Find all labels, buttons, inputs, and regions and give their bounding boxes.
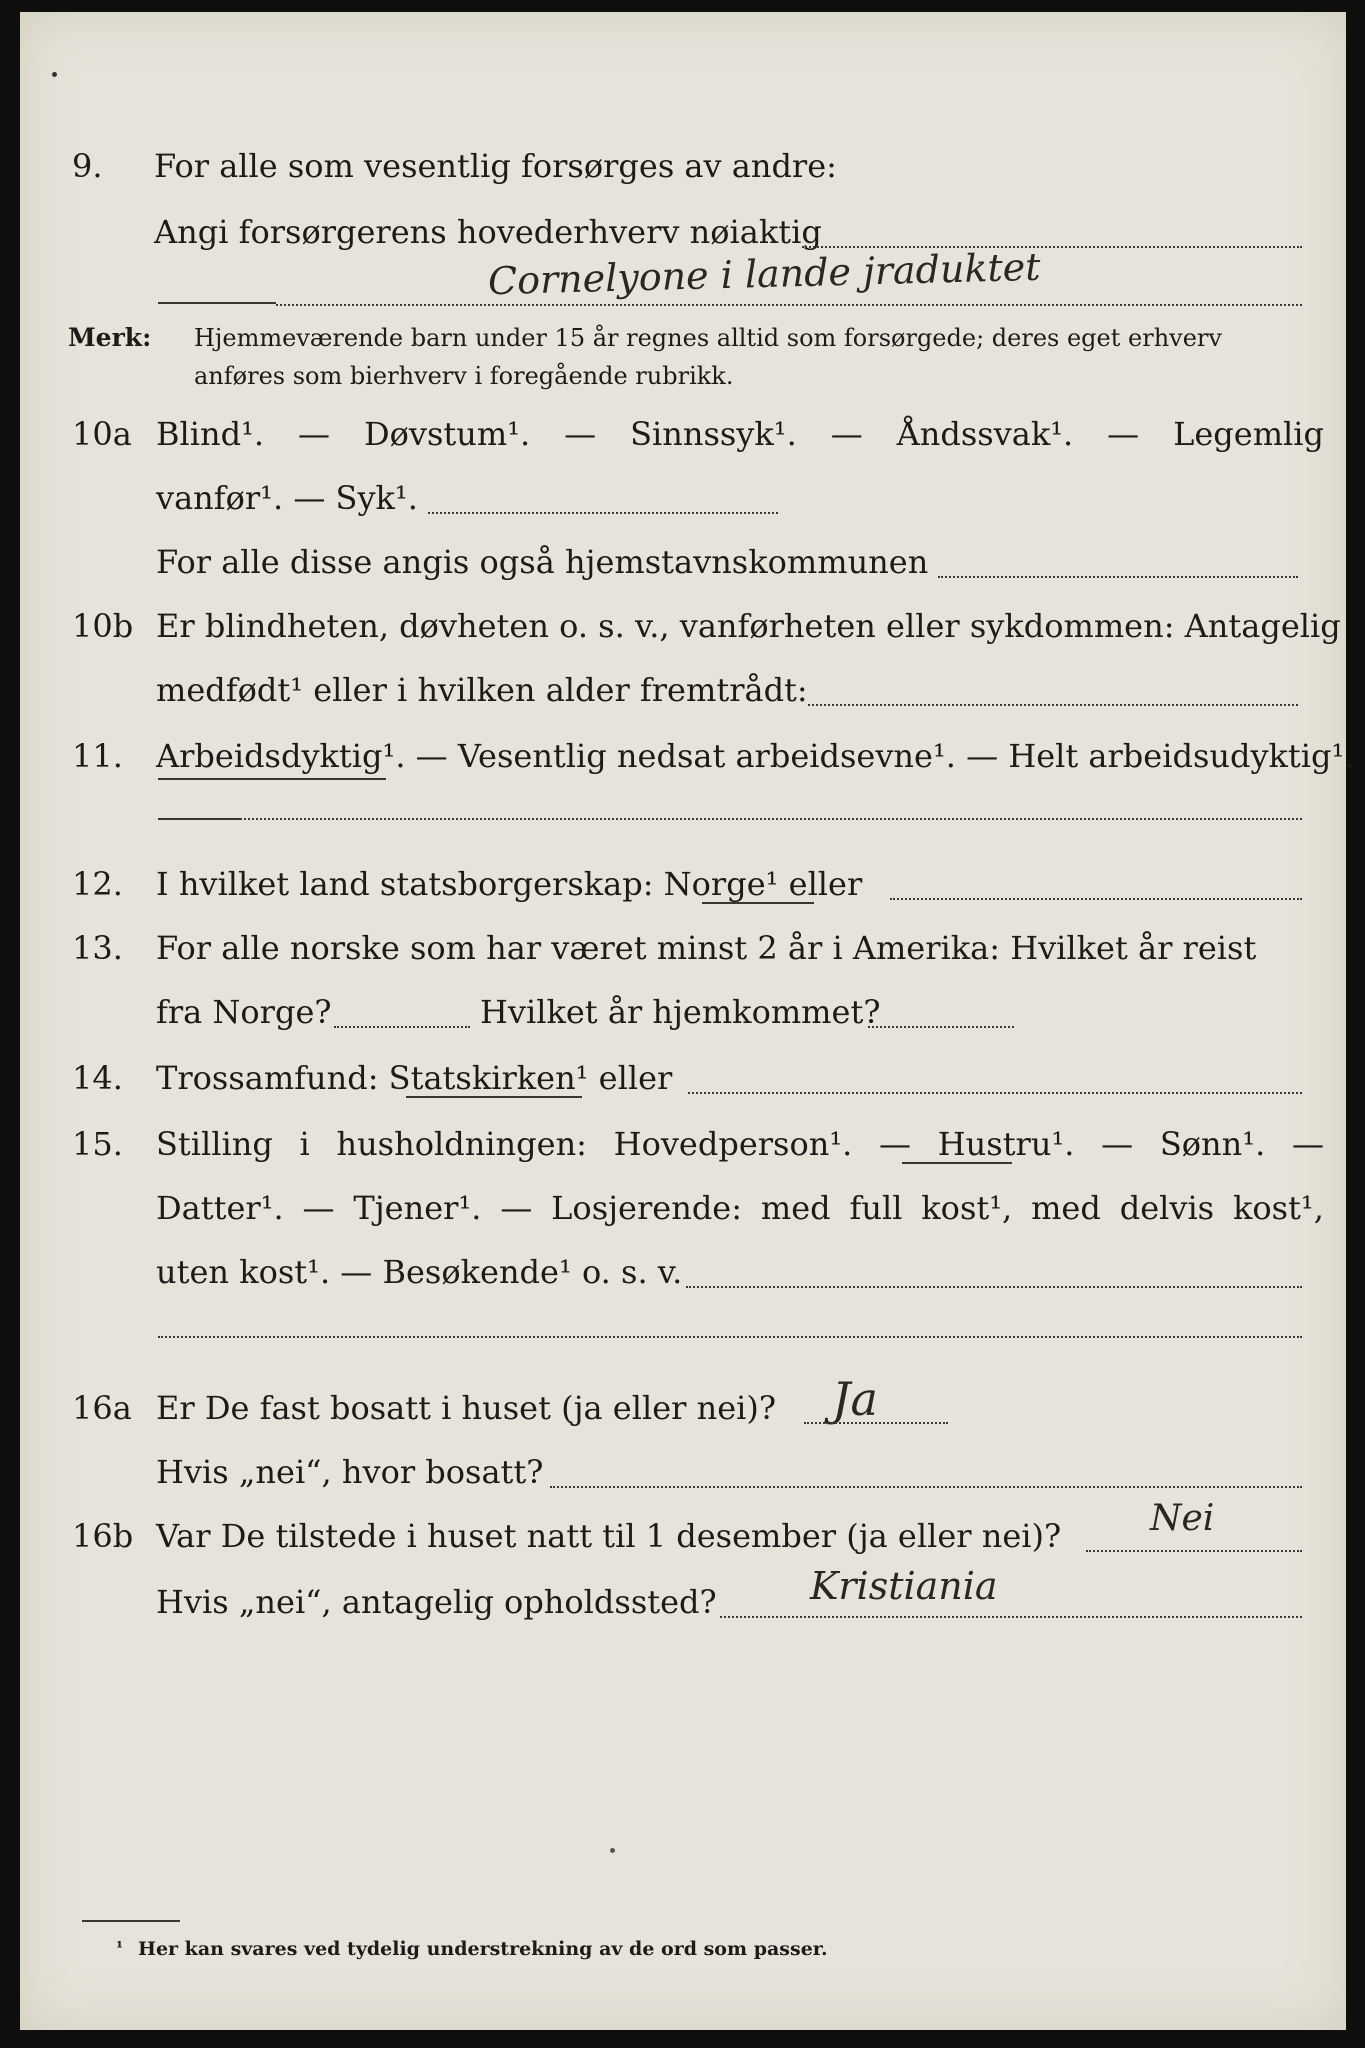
answer-line: [804, 1422, 948, 1424]
answer-line: [802, 246, 1302, 248]
separator: —: [1291, 1125, 1324, 1163]
answer-line: [158, 818, 240, 820]
word: husholdningen:: [336, 1125, 587, 1163]
option-dovstum: Døvstum¹.: [363, 415, 531, 453]
footnote-rule: [82, 1920, 180, 1922]
question-15-line2: [20, 1182, 1346, 1234]
question-text: Angi forsørgerens hovederhverv nøiaktig: [154, 213, 822, 251]
question-number: 11.: [72, 737, 123, 775]
question-text: For alle disse angis også hjemstavnskommunen: [156, 543, 929, 581]
word: med: [760, 1189, 831, 1227]
question-number: 12.: [72, 865, 123, 903]
question-15-line3: [20, 1246, 1346, 1298]
question-text: Hvis „nei“, antagelig opholdssted?: [156, 1583, 717, 1621]
answer-line: [890, 898, 1302, 900]
option-sonn: Sønn¹.: [1159, 1125, 1266, 1163]
option-datter: Datter¹.: [156, 1189, 284, 1227]
question-number: 14.: [72, 1059, 123, 1097]
question-text: medfødt¹ eller i hvilken alder fremtrådt:: [156, 671, 808, 709]
question-text-from: fra Norge?: [156, 993, 332, 1031]
question-9-row: [20, 140, 1346, 192]
question-16b-row: [20, 1498, 1346, 1562]
answer-line: [720, 1616, 1302, 1618]
question-14-row: [20, 1052, 1346, 1104]
option-hovedperson: Hovedperson¹.: [613, 1125, 853, 1163]
question-text: [156, 408, 1324, 460]
question-10a-line3: [20, 536, 1346, 588]
census-form-page: [20, 12, 1355, 2030]
separator: —: [500, 1189, 533, 1227]
word: med: [1031, 1189, 1101, 1227]
question-text: Var De tilstede i huset natt til 1 desember (ja eller nei)?: [156, 1517, 1062, 1555]
question-text: [156, 1182, 1324, 1234]
option-legemlig: Legemlig: [1173, 415, 1324, 453]
question-13-row: [20, 922, 1346, 974]
handwritten-underline: [902, 1162, 1012, 1164]
question-text: uten kost¹. — Besøkende¹ o. s. v.: [156, 1253, 683, 1291]
word: kost¹,: [921, 1189, 1013, 1227]
question-text: vanfør¹. — Syk¹.: [156, 479, 418, 517]
question-text: I hvilket land statsborgerskap: Norge¹ eller: [156, 865, 863, 903]
question-15-answer-row: [20, 1310, 1346, 1362]
answer-line: [240, 818, 1302, 820]
question-text: Trossamfund: Statskirken¹ eller: [156, 1059, 673, 1097]
answer-line: [428, 512, 778, 514]
word: i: [299, 1125, 310, 1163]
word: Losjerende:: [551, 1189, 743, 1227]
word: kost¹,: [1232, 1189, 1324, 1227]
question-10b-row: [20, 600, 1346, 652]
separator: —: [564, 415, 597, 453]
note-label: Merk:: [68, 323, 152, 352]
option-blind: Blind¹.: [156, 415, 265, 453]
answer-line: [158, 1336, 1302, 1338]
option-hustru: Hustru¹.: [937, 1125, 1075, 1163]
handwritten-answer: Kristiania: [810, 1564, 998, 1608]
answer-line: [276, 304, 1302, 306]
question-number: 13.: [72, 929, 123, 967]
question-number: 10a: [72, 415, 132, 453]
note-block: [20, 318, 1346, 398]
question-number: 9.: [72, 147, 103, 185]
paper-speck: [610, 1848, 615, 1853]
answer-line: [334, 1026, 470, 1028]
question-number: 15.: [72, 1125, 123, 1163]
answer-line: [686, 1286, 1302, 1288]
option-sinnssyk: Sinnssyk¹.: [630, 415, 797, 453]
answer-line: [868, 1026, 1014, 1028]
paper-speck: [52, 72, 57, 77]
separator: —: [298, 415, 331, 453]
separator: —: [1107, 415, 1140, 453]
question-number: 16a: [72, 1389, 132, 1427]
option-andssvak: Åndssvak¹.: [896, 415, 1074, 453]
question-10a-row: [20, 408, 1346, 460]
handwritten-underline: [158, 778, 386, 780]
handwritten-answer: Nei: [1150, 1498, 1215, 1539]
question-text: Er De fast bosatt i huset (ja eller nei)?: [156, 1389, 777, 1427]
question-12-row: [20, 858, 1346, 910]
answer-line: [938, 576, 1298, 578]
answer-line: [688, 1092, 1302, 1094]
handwritten-answer: Cornelyone i lande jraduktet: [487, 244, 1041, 304]
word: full: [849, 1189, 903, 1227]
question-15-row: [20, 1118, 1346, 1170]
question-text: For alle som vesentlig forsørges av andre:: [154, 147, 837, 185]
question-text: Er blindheten, døvheten o. s. v., vanførheten eller sykdommen: Antagelig: [156, 607, 1341, 645]
question-text-return: Hvilket år hjemkommet?: [480, 993, 881, 1031]
answer-line: [158, 302, 276, 304]
question-16a-row: [20, 1372, 1346, 1434]
answer-line: [808, 704, 1298, 706]
footnote-mark: ¹: [116, 1938, 124, 1957]
separator: —: [302, 1189, 335, 1227]
option-tjener: Tjener¹.: [353, 1189, 482, 1227]
question-text: Arbeidsdyktig¹. — Vesentlig nedsat arbeidsevne¹. — Helt arbeidsudyktig¹.: [156, 737, 1355, 775]
question-number: 10b: [72, 607, 134, 645]
question-13-line2: [20, 986, 1346, 1038]
question-number: 16b: [72, 1517, 134, 1555]
question-text: Hvis „nei“, hvor bosatt?: [156, 1453, 544, 1491]
footnote-text: Her kan svares ved tydelig understrekning av de ord som passer.: [138, 1938, 828, 1960]
question-16b-line2: [20, 1564, 1346, 1628]
answer-line: [1086, 1550, 1302, 1552]
question-10b-line2: [20, 664, 1346, 716]
question-text: For alle norske som har været minst 2 år i Amerika: Hvilket år reist: [156, 929, 1257, 967]
question-16a-line2: [20, 1446, 1346, 1498]
handwritten-underline: [406, 1096, 582, 1098]
word: delvis: [1119, 1189, 1215, 1227]
question-9-answer-row: [20, 244, 1346, 310]
separator: —: [879, 1125, 912, 1163]
question-10a-line2: [20, 472, 1346, 524]
question-text: [156, 1118, 1324, 1170]
question-11-answer-row: [20, 794, 1346, 846]
separator: —: [830, 415, 863, 453]
question-9-line2: [20, 206, 1346, 258]
answer-line: [550, 1486, 1302, 1488]
handwritten-underline: [702, 902, 814, 904]
separator: —: [1101, 1125, 1134, 1163]
note-text-line2: anføres som bierhverv i foregående rubrikk.: [194, 362, 734, 390]
question-11-row: [20, 730, 1355, 782]
note-text-line1: Hjemmeværende barn under 15 år regnes alltid som forsørgede; deres eget erhverv: [194, 324, 1222, 352]
handwritten-answer: Ja: [832, 1372, 878, 1426]
word: Stilling: [156, 1125, 273, 1163]
